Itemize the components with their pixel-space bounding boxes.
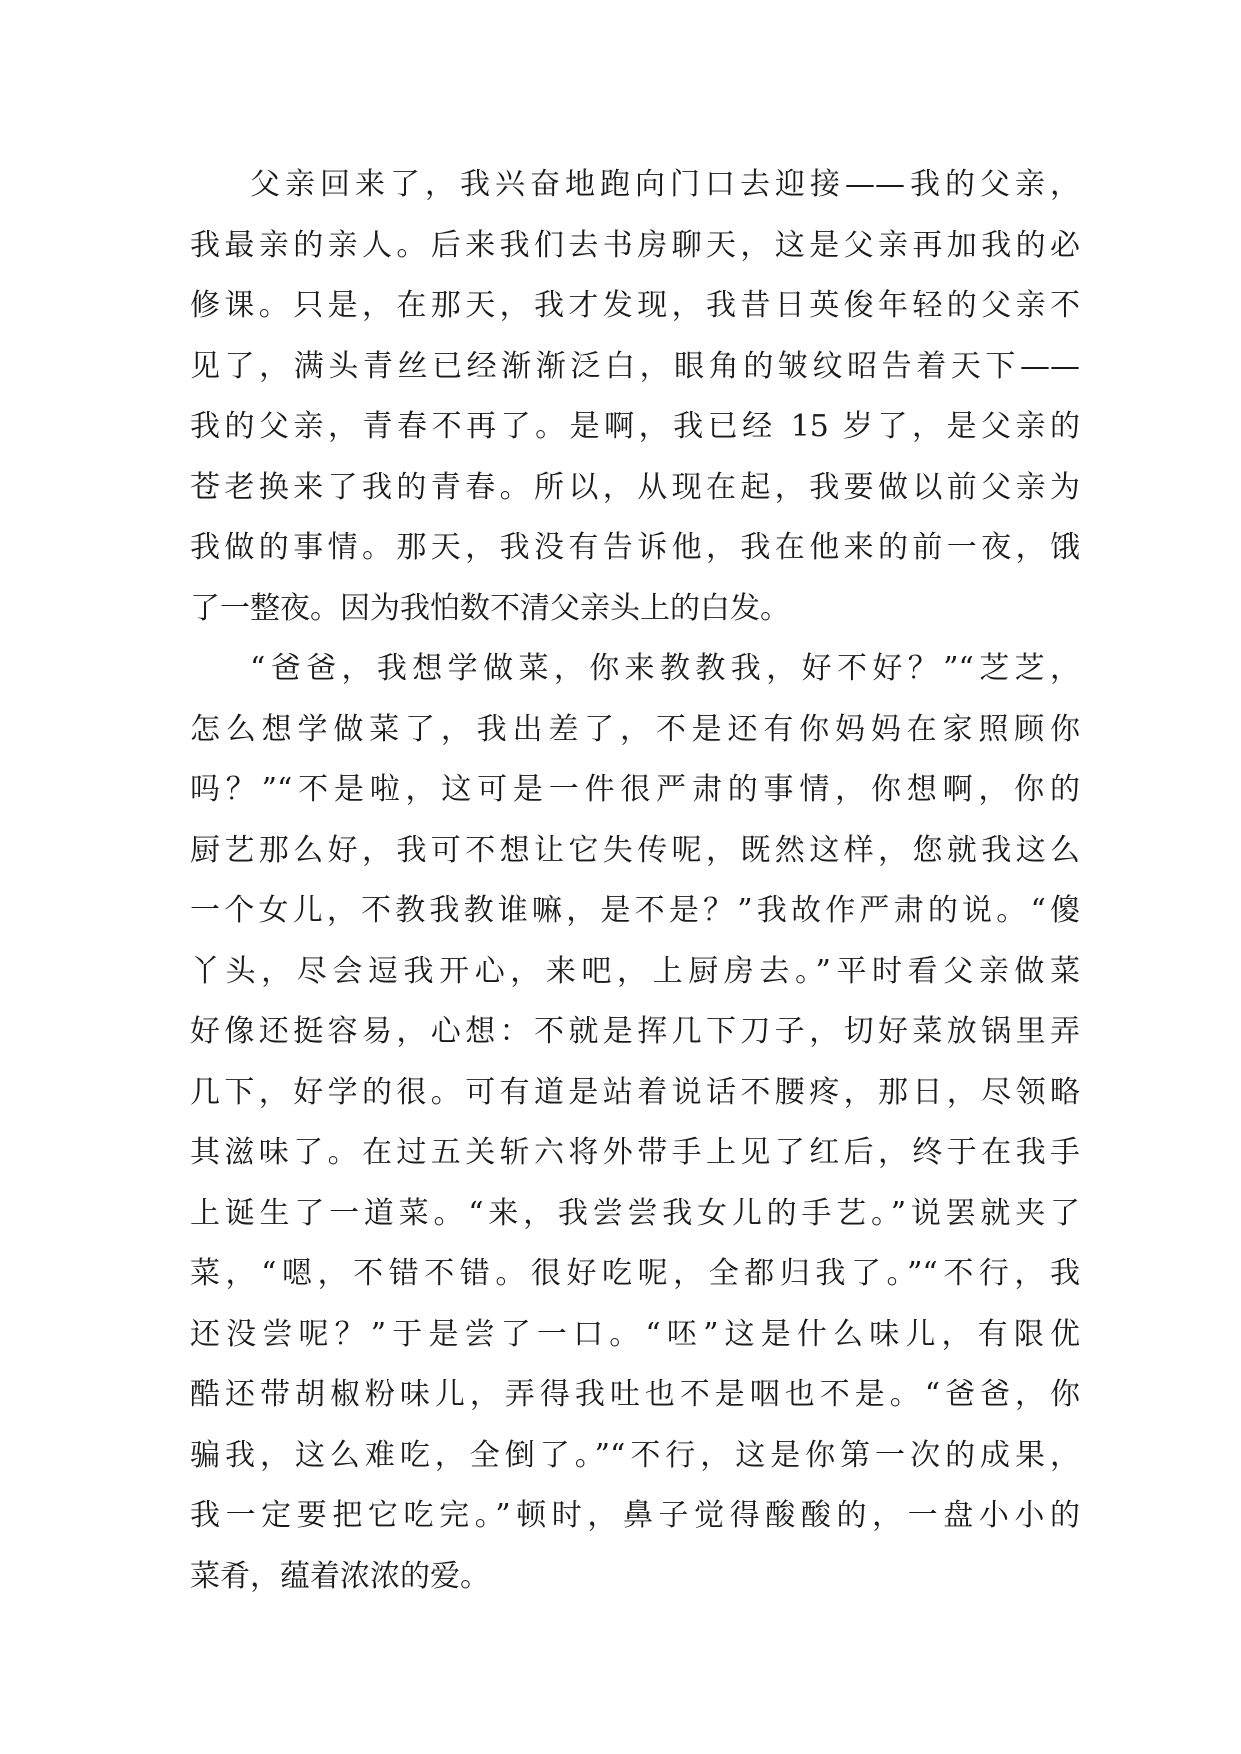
text-line: 菜肴，蕴着浓浓的爱。	[190, 1558, 490, 1594]
text-line: “爸爸，我想学做菜，你来教教我，好不好？”“芝芝，	[250, 651, 1080, 686]
text-line: 还没尝呢？”于是尝了一口。“呸”这是什么味儿，有限优	[190, 1316, 1080, 1352]
text-line: 我一定要把它吃完。”顿时，鼻子觉得酸酸的，一盘小小的	[190, 1498, 1080, 1533]
paragraph-2	[190, 639, 1080, 1607]
text-line: 厨艺那么好，我可不想让它失传呢，既然这样，您就我这么	[190, 832, 1080, 868]
document-body	[190, 155, 1080, 1607]
text-line: 了一整夜。因为我怕数不清父亲头上的白发。	[190, 590, 790, 626]
text-line: 我最亲的亲人。后来我们去书房聊天，这是父亲再加我的必	[190, 227, 1080, 263]
text-line: 修课。只是，在那天，我才发现，我昔日英俊年轻的父亲不	[190, 288, 1080, 323]
text-line: 菜，“嗯，不错不错。很好吃呢，全都归我了。”“不行，我	[190, 1256, 1080, 1291]
text-line: 吗？”“不是啦，这可是一件很严肃的事情，你想啊，你的	[190, 772, 1080, 807]
text-line: 见了，满头青丝已经渐渐泛白，眼角的皱纹昭告着天下——	[190, 348, 1080, 384]
text-line: 丫头，尽会逗我开心，来吧，上厨房去。”平时看父亲做菜	[190, 953, 1080, 989]
text-line: 骗我，这么难吃，全倒了。”“不行，这是你第一次的成果，	[190, 1437, 1080, 1473]
text-line: 苍老换来了我的青春。所以，从现在起，我要做以前父亲为	[190, 469, 1080, 505]
text-line: 我做的事情。那天，我没有告诉他，我在他来的前一夜，饿	[190, 530, 1080, 565]
text-line: 父亲回来了，我兴奋地跑向门口去迎接——我的父亲，	[250, 167, 1080, 202]
text-line: 几下，好学的很。可有道是站着说话不腰疼，那日，尽领略	[190, 1074, 1080, 1110]
text-line: 其滋味了。在过五关斩六将外带手上见了红后，终于在我手	[190, 1135, 1080, 1170]
text-line: 怎么想学做菜了，我出差了，不是还有你妈妈在家照顾你	[190, 711, 1080, 747]
text-line: 一个女儿，不教我教谁嘛，是不是？”我故作严肃的说。“傻	[190, 893, 1080, 928]
text-line: 我的父亲，青春不再了。是啊，我已经 15 岁了，是父亲的	[190, 409, 1080, 444]
text-line: 好像还挺容易，心想：不就是挥几下刀子，切好菜放锅里弄	[190, 1014, 1080, 1049]
text-line: 上诞生了一道菜。“来，我尝尝我女儿的手艺。”说罢就夹了	[190, 1195, 1080, 1231]
text-line: 酷还带胡椒粉味儿，弄得我吐也不是咽也不是。“爸爸，你	[190, 1377, 1080, 1412]
paragraph-1	[190, 155, 1080, 639]
